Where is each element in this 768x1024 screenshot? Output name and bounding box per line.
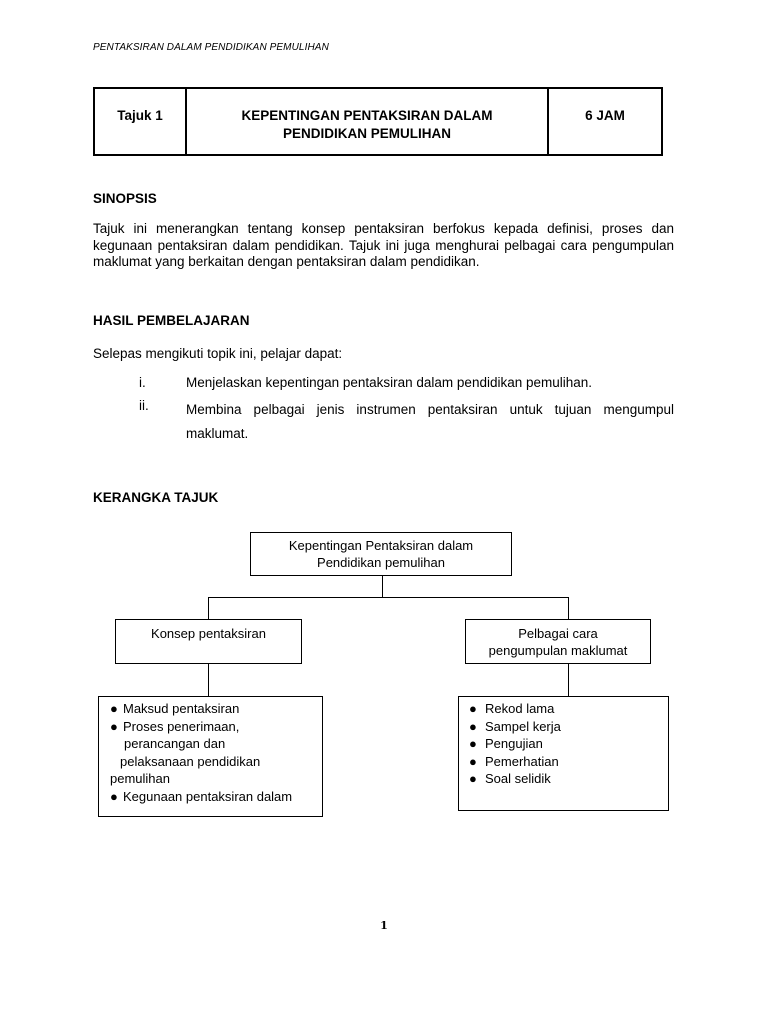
list-item: ● Soal selidik: [469, 771, 551, 786]
list-item: ● Rekod lama: [469, 701, 555, 716]
bullet-icon: ●: [469, 771, 477, 786]
topic-table: [93, 87, 663, 156]
running-header: PENTAKSIRAN DALAM PENDIDIKAN PEMULIHAN: [93, 42, 329, 53]
list-item-continuation: pemulihan: [110, 771, 170, 786]
list-item: ● Pengujian: [469, 736, 543, 751]
connector-right-list: [568, 663, 569, 697]
topic-title-cell: [187, 89, 549, 154]
topic-title-line1: KEPENTINGAN PENTAKSIRAN DALAM: [241, 108, 493, 123]
topic-label-cell: [95, 89, 187, 154]
connector-left-down: [208, 597, 209, 620]
bullet-icon: ●: [110, 701, 118, 716]
duration: 6 JAM: [585, 108, 625, 123]
root-line1: Kepentingan Pentaksiran dalam: [288, 538, 474, 553]
learning-outcomes-intro: Selepas mengikuti topik ini, pelajar dapat:: [93, 346, 343, 361]
right-detail-box: [458, 696, 669, 811]
topic-title-line2: PENDIDIKAN PEMULIHAN: [282, 126, 451, 141]
connector-left-list: [208, 663, 209, 697]
left-detail-box: [98, 696, 323, 817]
framework-heading: KERANGKA TAJUK: [93, 490, 219, 505]
outcome-text: Membina pelbagai jenis instrumen pentaksiran untuk tujuan mengumpul maklumat.: [186, 402, 674, 441]
right-branch-line1: Pelbagai cara: [518, 626, 598, 641]
bullet-icon: ●: [469, 753, 477, 769]
list-item: ● Maksud pentaksiran: [110, 701, 240, 716]
outcome-number: i.: [139, 375, 146, 390]
bullet-icon: ●: [110, 788, 118, 804]
list-item: ● Kegunaan pentaksiran dalam: [110, 788, 293, 804]
list-item-continuation: pelaksanaan pendidikan: [120, 753, 261, 769]
root-line2: Pendidikan pemulihan: [317, 555, 445, 570]
sinopsis-heading: SINOPSIS: [93, 191, 157, 206]
left-detail-list: [110, 700, 322, 805]
bullet-icon: ●: [110, 718, 118, 734]
list-item: ● Proses penerimaan,: [110, 718, 240, 734]
connector-root-down: [382, 575, 383, 597]
left-branch-box: [115, 619, 302, 664]
topic-label: Tajuk 1: [117, 108, 163, 123]
outcome-text: Menjelaskan kepentingan pentaksiran dalam pendidikan pemulihan.: [186, 375, 593, 390]
bullet-icon: ●: [469, 701, 477, 716]
page-number: 1: [380, 919, 388, 932]
connector-right-down: [568, 597, 569, 620]
right-branch-box: [465, 619, 651, 664]
framework-root-box: [250, 532, 512, 576]
right-branch-line2: pengumpulan maklumat: [488, 643, 628, 658]
list-item: ● Sampel kerja: [469, 718, 561, 734]
left-branch-label: Konsep pentaksiran: [151, 626, 266, 641]
learning-outcomes-heading: HASIL PEMBELAJARAN: [93, 313, 250, 328]
right-detail-list: [459, 700, 668, 788]
bullet-icon: ●: [469, 736, 477, 751]
outcome-number: ii.: [139, 398, 149, 413]
list-item-continuation: perancangan dan: [124, 736, 226, 751]
list-item: ● Pemerhatian: [469, 753, 559, 769]
bullet-icon: ●: [469, 718, 477, 734]
sinopsis-text: Tajuk ini menerangkan tentang konsep pentaksiran berfokus kepada definisi, proses dan kegunaan pentaksiran dalam pendidikan. Tajuk ini juga menghurai pelbagai cara pengumpulan maklumat yang berkaitan dengan pentaksiran dalam pendidikan.: [93, 221, 674, 269]
connector-horizontal: [208, 597, 569, 598]
duration-cell: [549, 89, 661, 154]
